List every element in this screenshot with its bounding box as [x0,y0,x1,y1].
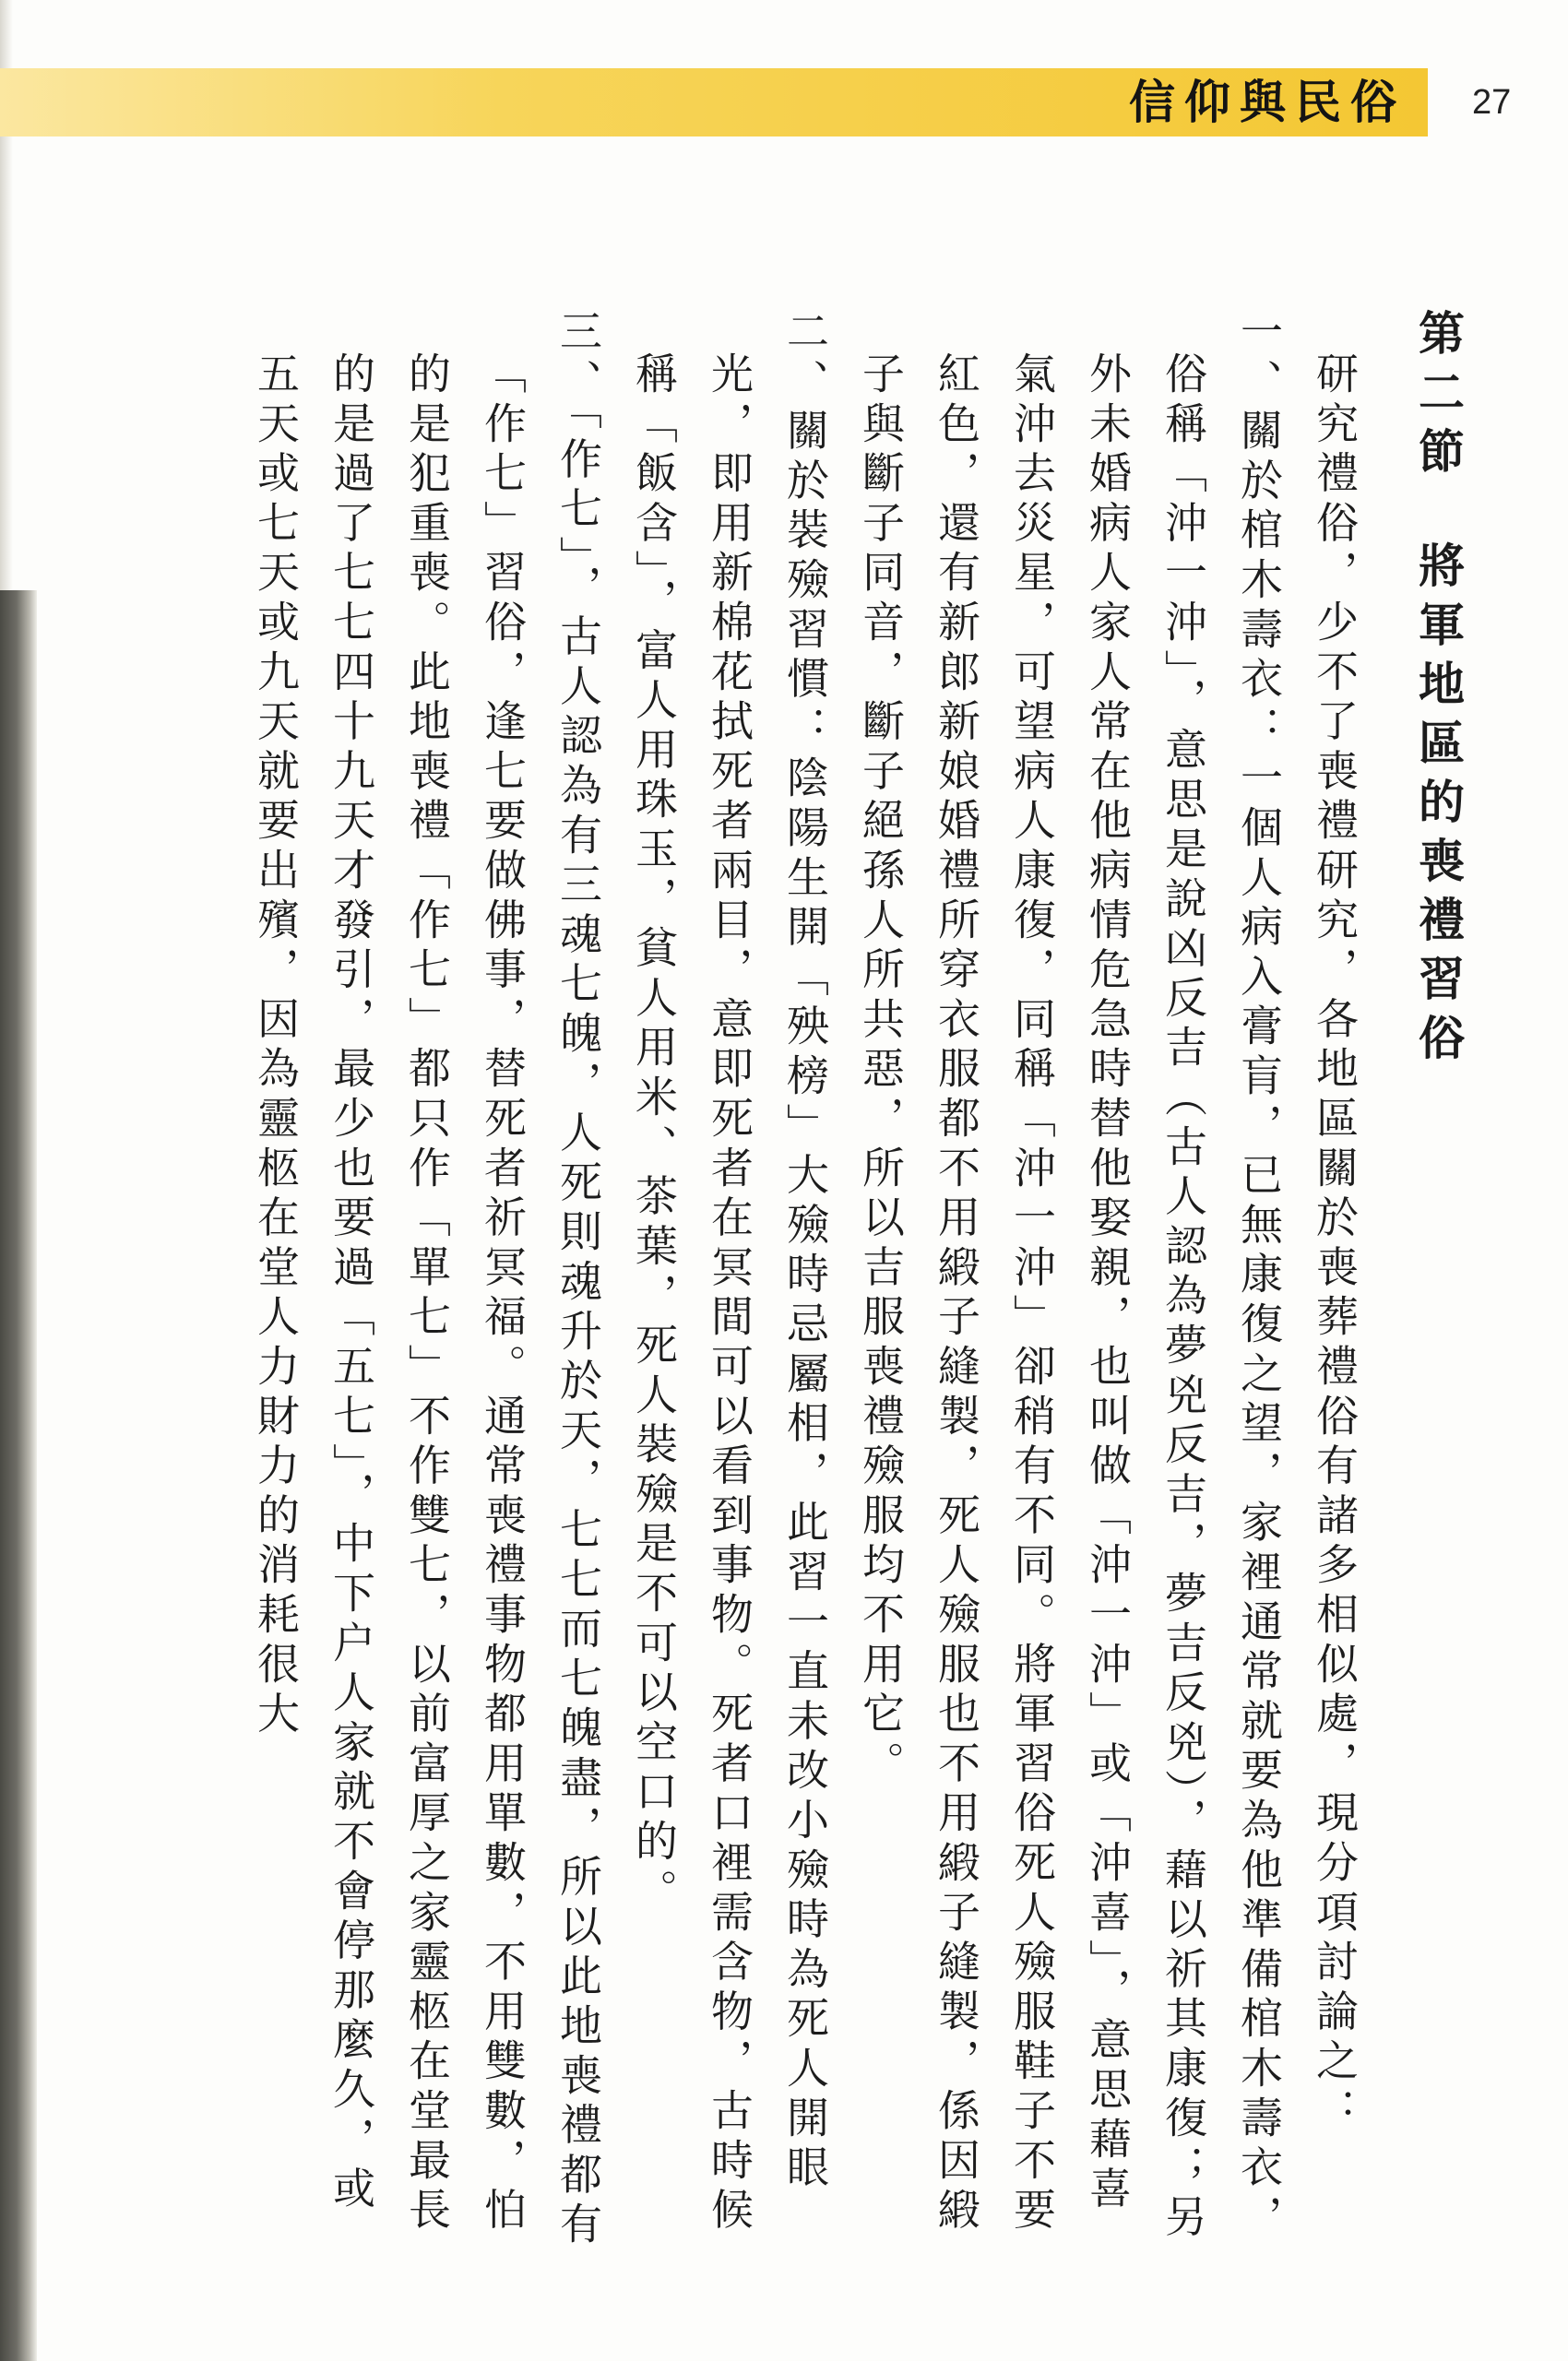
page-number: 27 [1472,83,1512,122]
intro-paragraph: 研究禮俗，少不了喪禮研究，各地區關於喪葬禮俗有諸多相似處，現分項討論之： [1310,351,1360,2138]
section-number: 第二節 [1411,309,1466,486]
section-heading [1400,309,1476,2255]
list-item: 三、「作七」，古人認為有三魂七魄，人死則魂升於天，七七而七魄盡，所以此地喪禮都有「作七」習俗，逢七要做佛事，替死者祈冥福。通常喪禮事物都用單數，不用雙數，怕的是犯重喪。此地喪禮「作七」都只作「單七」不作雙七，以前富厚之家靈柩在堂最長的是過了七七四十九天才發引，最少也要過「五七」，中下户人家就不會停那麼久，或五天或七天或九天就要出殯，因為靈柩在堂人力財力的消耗很大 [251,309,603,2251]
list-item: 二、關於裝殮習慣：陰陽生開「殃榜」大殮時忌屬相，此習一直未改小殮時為死人開眼光，即用新棉花拭死者兩目，意即死者在冥間可以看到事物。死者口裡需含物，古時候稱「飯含」，富人用珠玉，貧人用米、茶葉，死人裝殮是不可以空口的。 [629,309,830,2237]
list-item: 一、關於棺木壽衣：一個人病入膏肓，已無康復之望，家裡通常就要為他準備棺木壽衣，俗稱「沖一沖」，意思是說凶反吉（古人認為夢兇反吉，夢吉反兇），藉以祈其康復；另外未婚病人家人常在他病情危急時替他娶親，也叫做「沖一沖」或「沖喜」，意思藉喜氣沖去災星，可望病人康復，同稱「沖一沖」卻稍有不同。將軍習俗死人殮服鞋子不要紅色，還有新郎新娘婚禮所穿衣服都不用緞子縫製，死人殮服也不用緞子縫製，係因緞子與斷子同音，斷子絕孫人所共惡，所以吉服喪禮殮服均不用它。 [856,309,1284,2245]
vertical-text-body [129,309,1476,2255]
section-title: 將軍地區的喪禮習俗 [1411,541,1466,1073]
running-header-title: 信仰與民俗 [1129,75,1406,129]
page-binding-shadow [0,590,37,2361]
